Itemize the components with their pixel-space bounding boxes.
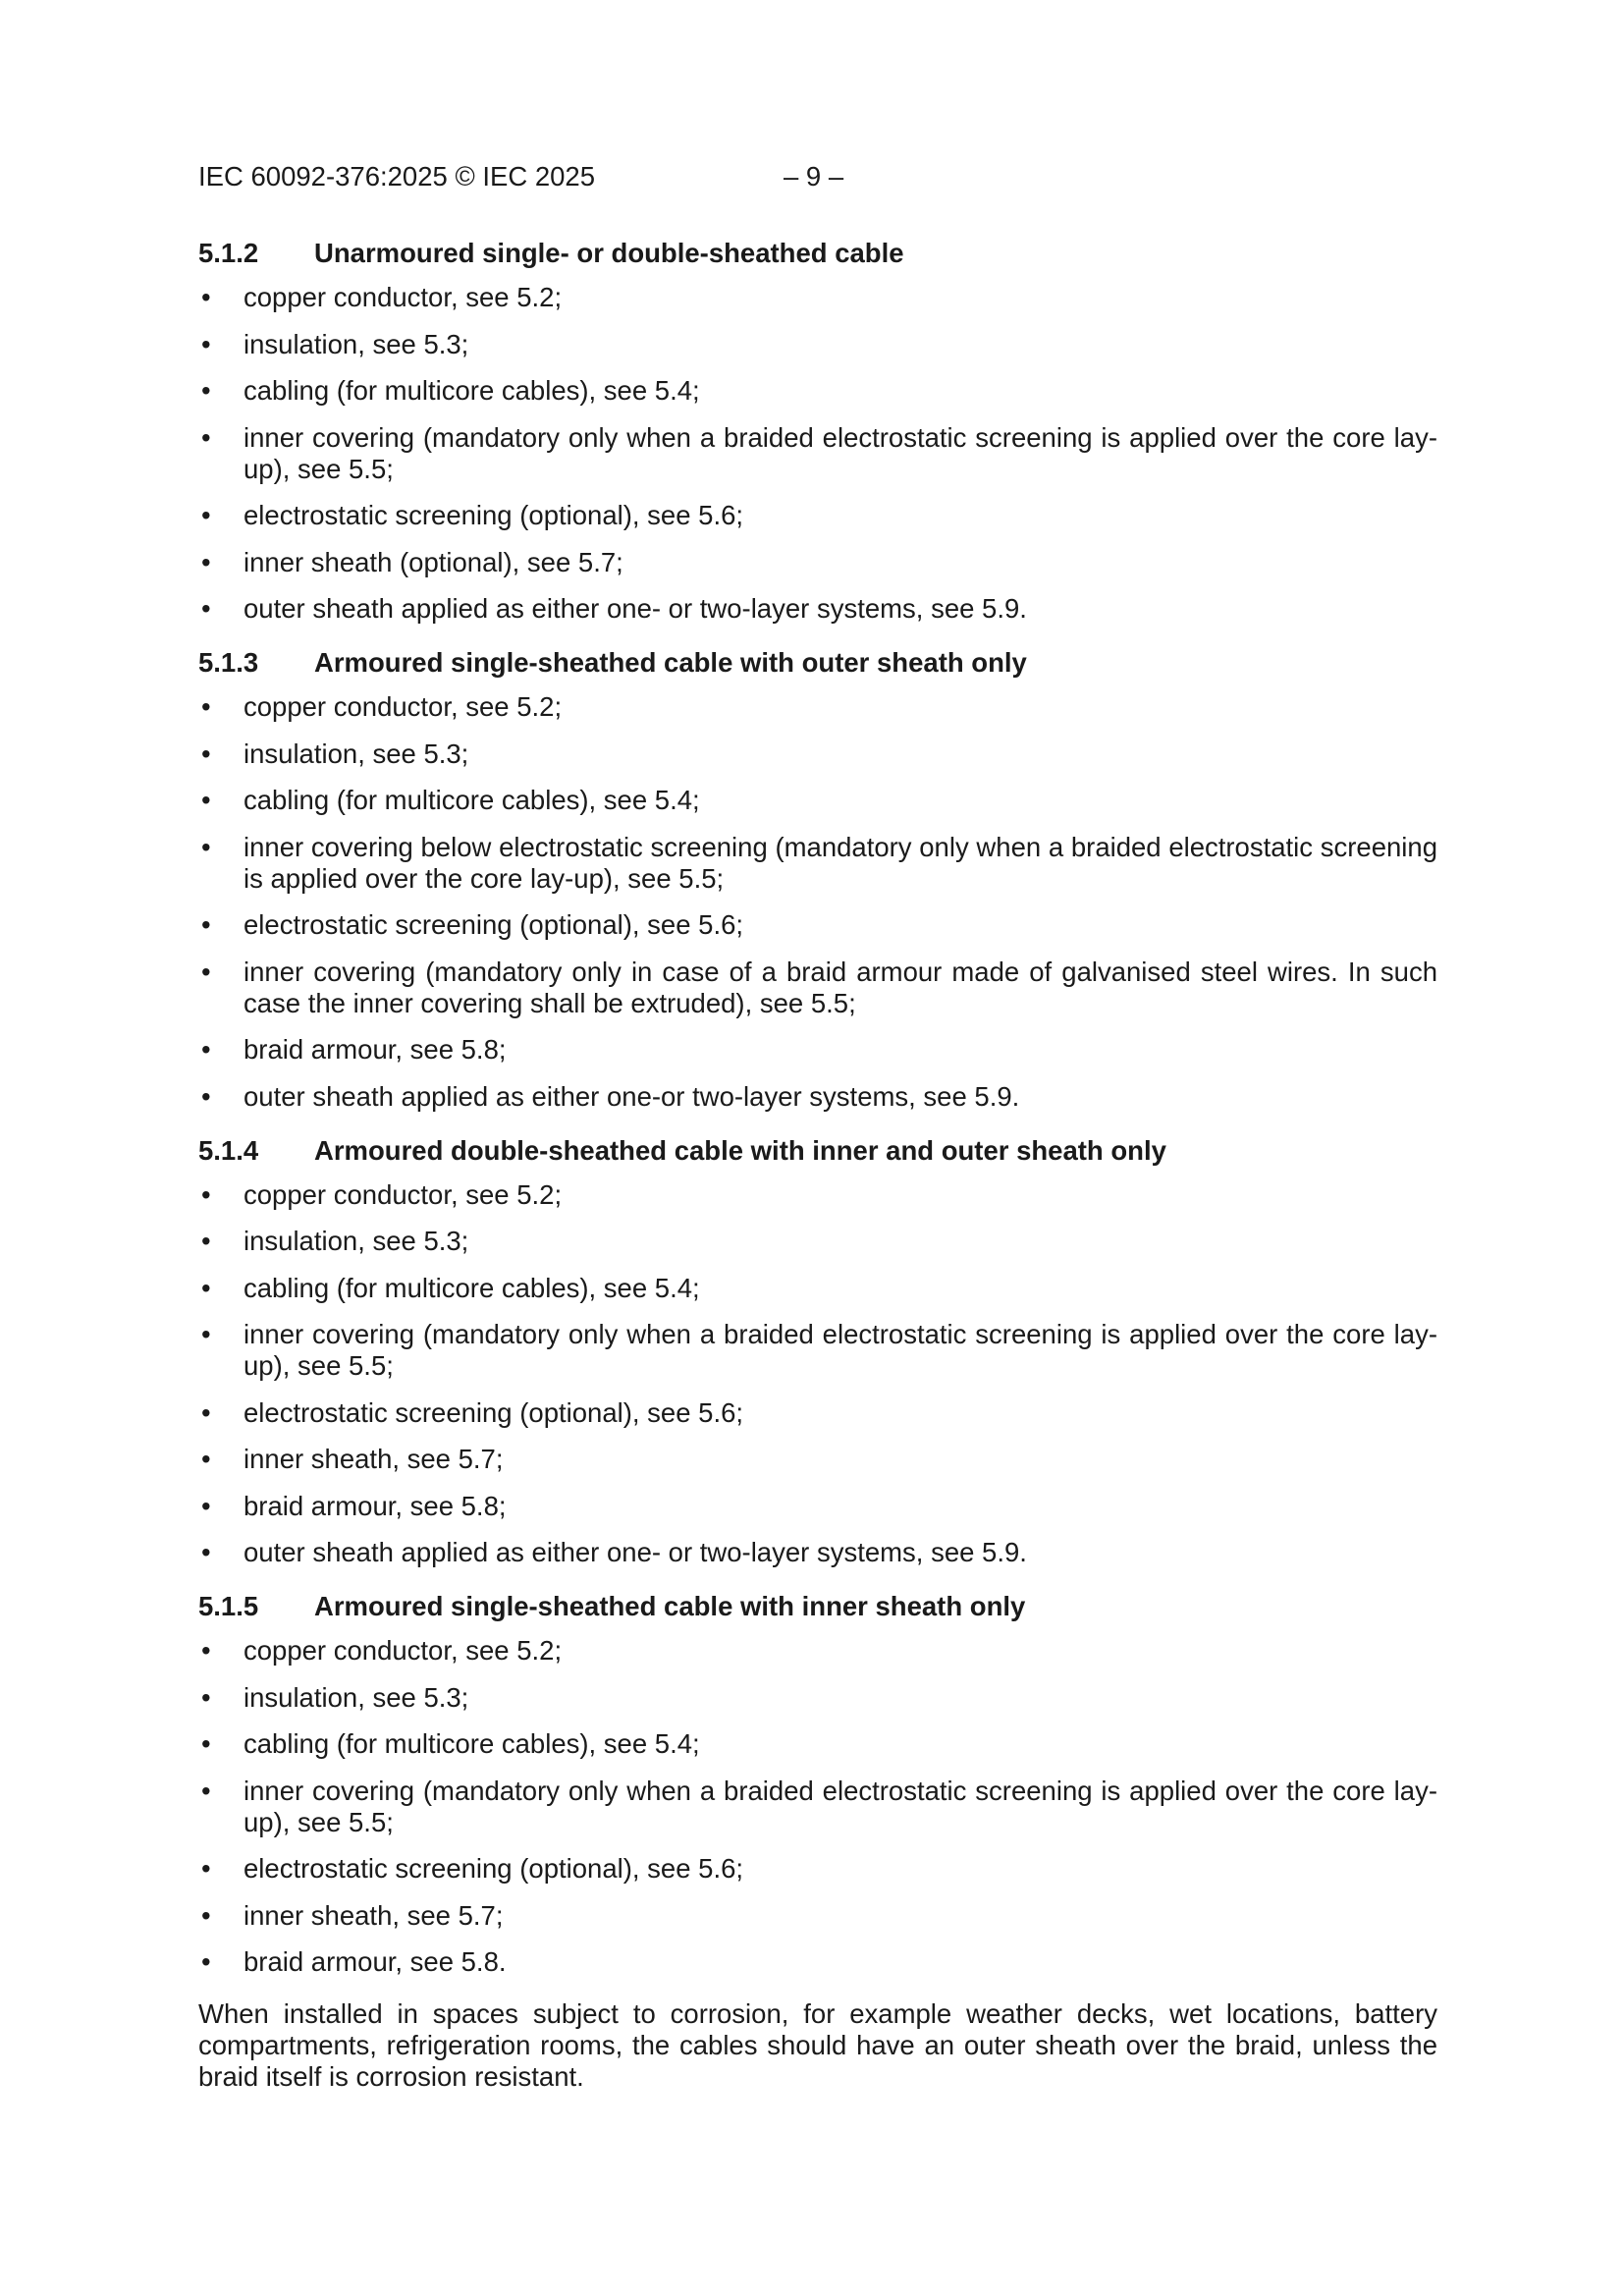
list-item-text: copper conductor, see 5.2; — [243, 1635, 563, 1666]
document-body — [198, 236, 1437, 2093]
clause-heading — [198, 1133, 1437, 1169]
closing-paragraph: When installed in spaces subject to corrosion, for example weather decks, wet locations, battery compartments, refrigeration rooms, the cables should have an outer sheath over the braid, unless the braid itself is corrosion resistant. — [198, 1998, 1437, 2092]
bullet-icon: • — [201, 785, 211, 815]
bullet-icon: • — [201, 1728, 211, 1759]
list-item-text: braid armour, see 5.8; — [243, 1490, 507, 1521]
bullet-icon: • — [201, 500, 211, 530]
list-item-text: inner sheath, see 5.7; — [243, 1899, 504, 1931]
list-item-text: electrostatic screening (optional), see 5.6; — [243, 500, 744, 530]
list-item — [198, 832, 1437, 895]
clause-bullet-list — [198, 282, 1437, 625]
list-item-text: inner covering (mandatory only when a braided electrostatic screening is applied over the core lay-up), see 5.5; — [243, 1775, 1437, 1837]
list-item — [198, 547, 1437, 578]
list-item — [198, 738, 1437, 770]
clause-heading — [198, 1589, 1437, 1624]
clause-section — [198, 645, 1437, 1113]
bullet-icon: • — [201, 1853, 211, 1884]
list-item-text: insulation, see 5.3; — [243, 1681, 469, 1713]
list-item-text: copper conductor, see 5.2; — [243, 691, 563, 722]
clauses — [198, 236, 1437, 1978]
clause-bullet-list — [198, 691, 1437, 1113]
list-item-text: insulation, see 5.3; — [243, 1226, 469, 1256]
list-item — [198, 1776, 1437, 1838]
list-item — [198, 1179, 1437, 1211]
list-item-text: outer sheath applied as either one- or two-layer systems, see 5.9. — [243, 593, 1027, 624]
clause-title: Unarmoured single- or double-sheathed cable — [314, 238, 904, 268]
list-item — [198, 1728, 1437, 1760]
list-item-text: copper conductor, see 5.2; — [243, 282, 563, 312]
list-item — [198, 957, 1437, 1019]
bullet-icon: • — [201, 1178, 211, 1210]
list-item — [198, 1946, 1437, 1978]
bullet-icon: • — [201, 1034, 211, 1065]
list-item-text: insulation, see 5.3; — [243, 738, 469, 769]
list-item-text: inner covering below electrostatic screening (mandatory only when a braided electrostatic screening is applied over the core lay-up), see 5.5; — [243, 831, 1437, 894]
list-item-text: braid armour, see 5.8; — [243, 1034, 507, 1065]
bullet-icon: • — [201, 1899, 211, 1931]
list-item-text: insulation, see 5.3; — [243, 328, 469, 359]
bullet-icon: • — [201, 1319, 211, 1349]
list-item — [198, 1491, 1437, 1522]
list-item — [198, 1319, 1437, 1382]
list-item — [198, 1226, 1437, 1257]
list-item-text: outer sheath applied as either one-or two-layer systems, see 5.9. — [243, 1080, 1020, 1112]
bullet-icon: • — [201, 1080, 211, 1112]
clause-number: 5.1.4 — [198, 1134, 259, 1166]
list-item-text: cabling (for multicore cables), see 5.4; — [243, 375, 700, 406]
bullet-icon: • — [201, 375, 211, 406]
bullet-icon: • — [201, 1272, 211, 1303]
list-item-text: cabling (for multicore cables), see 5.4; — [243, 1272, 700, 1303]
bullet-icon: • — [201, 1226, 211, 1256]
clause-title: Armoured double-sheathed cable with inner and outer sheath only — [314, 1134, 1166, 1166]
clause-number: 5.1.3 — [198, 647, 259, 678]
list-item-text: electrostatic screening (optional), see 5.6; — [243, 1853, 744, 1884]
list-item — [198, 593, 1437, 625]
bullet-icon: • — [201, 546, 211, 577]
list-item — [198, 1444, 1437, 1475]
clause-title: Armoured single-sheathed cable with inner sheath only — [314, 1591, 1026, 1621]
bullet-icon: • — [201, 282, 211, 312]
list-item — [198, 1397, 1437, 1429]
list-item-text: inner covering (mandatory only in case of a braid armour made of galvanised steel wires. In such case the inner covering shall be extruded), see 5.5; — [243, 956, 1437, 1018]
bullet-icon: • — [201, 328, 211, 359]
list-item-text: inner covering (mandatory only when a braided electrostatic screening is applied over the core lay-up), see 5.5; — [243, 1319, 1437, 1381]
list-item — [198, 909, 1437, 941]
list-item — [198, 1034, 1437, 1066]
clause-section — [198, 1589, 1437, 1978]
list-item — [198, 1273, 1437, 1304]
clause-section — [198, 236, 1437, 625]
list-item — [198, 691, 1437, 723]
list-item — [198, 1081, 1437, 1113]
list-item-text: outer sheath applied as either one- or two-layer systems, see 5.9. — [243, 1537, 1027, 1567]
list-item-text: inner covering (mandatory only when a braided electrostatic screening is applied over the core lay-up), see 5.5; — [243, 421, 1437, 484]
list-item-text: braid armour, see 5.8. — [243, 1946, 507, 1977]
list-item-text: cabling (for multicore cables), see 5.4; — [243, 785, 700, 815]
list-item-text: cabling (for multicore cables), see 5.4; — [243, 1728, 700, 1759]
list-item-text: inner sheath, see 5.7; — [243, 1444, 504, 1474]
clause-bullet-list — [198, 1179, 1437, 1569]
list-item — [198, 422, 1437, 485]
bullet-icon: • — [201, 1537, 211, 1567]
clause-section — [198, 1133, 1437, 1569]
list-item — [198, 785, 1437, 816]
clause-number: 5.1.5 — [198, 1591, 259, 1621]
list-item-text: electrostatic screening (optional), see 5.6; — [243, 909, 744, 940]
bullet-icon: • — [201, 1681, 211, 1713]
bullet-icon: • — [201, 909, 211, 940]
clause-number: 5.1.2 — [198, 238, 259, 268]
list-item — [198, 1682, 1437, 1714]
page-number: – 9 – — [784, 161, 844, 191]
bullet-icon: • — [201, 1775, 211, 1806]
clause-heading — [198, 645, 1437, 681]
list-item — [198, 375, 1437, 407]
clause-heading — [198, 236, 1437, 271]
bullet-icon: • — [201, 956, 211, 987]
list-item-text: copper conductor, see 5.2; — [243, 1178, 563, 1210]
bullet-icon: • — [201, 691, 211, 722]
list-item — [198, 329, 1437, 360]
bullet-icon: • — [201, 1635, 211, 1666]
document-page — [198, 0, 1437, 2296]
list-item — [198, 282, 1437, 313]
bullet-icon: • — [201, 1946, 211, 1977]
bullet-icon: • — [201, 421, 211, 453]
list-item-text: inner sheath (optional), see 5.7; — [243, 546, 623, 577]
bullet-icon: • — [201, 1490, 211, 1521]
bullet-icon: • — [201, 593, 211, 624]
bullet-icon: • — [201, 1444, 211, 1474]
bullet-icon: • — [201, 738, 211, 769]
list-item — [198, 1635, 1437, 1667]
list-item — [198, 1537, 1437, 1568]
list-item — [198, 1853, 1437, 1885]
list-item — [198, 1900, 1437, 1932]
bullet-icon: • — [201, 831, 211, 862]
standard-reference: IEC 60092-376:2025 © IEC 2025 — [198, 161, 596, 191]
clause-title: Armoured single-sheathed cable with outer sheath only — [314, 647, 1027, 678]
list-item — [198, 500, 1437, 531]
list-item-text: electrostatic screening (optional), see 5.6; — [243, 1396, 744, 1428]
clause-bullet-list — [198, 1635, 1437, 1978]
bullet-icon: • — [201, 1396, 211, 1428]
